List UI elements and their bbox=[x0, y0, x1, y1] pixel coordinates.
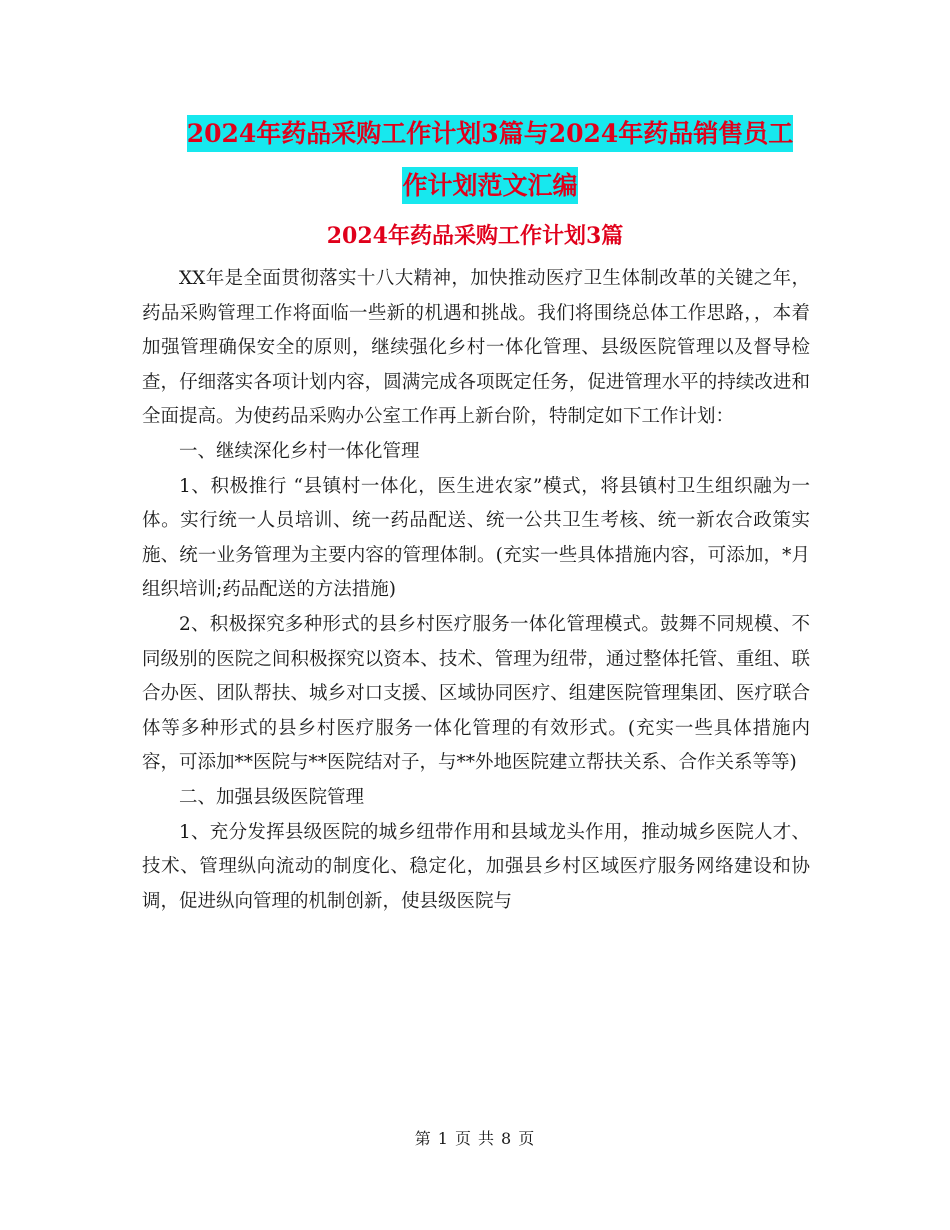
document-title-line2: 作计划范文汇编 bbox=[402, 167, 577, 204]
page-footer bbox=[0, 1126, 950, 1149]
paragraph-item-1-1: 1、积极推行 “县镇村一体化，医生进农家”模式，将县镇村卫生组织融为一体。实行统一人员培训、统一药品配送、统一公共卫生考核、统一新农合政策实施、统一业务管理为主要内容的管理体制。(充实一些具体措施内容，可添加，*月组织培训;药品配送的方法措施) bbox=[142, 475, 810, 601]
footer-middle: 页 共 bbox=[454, 1129, 496, 1148]
paragraph-intro: XX年是全面贯彻落实十八大精神，加快推动医疗卫生体制改革的关键之年，药品采购管理工作将面临一些新的机遇和挑战。我们将围绕总体工作思路，，本着加强管理确保安全的原则，继续强化乡村一体化管理、县级医院管理以及督导检查，仔细落实各项计划内容，圆满完成各项既定任务，促进管理水平的持续改进和全面提高。为使药品采购办公室工作再上新台阶，特制定如下工作计划： bbox=[142, 268, 810, 428]
heading-part-2: 二、加强县级医院管理 bbox=[179, 786, 365, 808]
document-title bbox=[140, 108, 840, 212]
footer-page-number: 1 bbox=[437, 1129, 449, 1148]
heading-part-1: 一、继续深化乡村一体化管理 bbox=[179, 440, 420, 462]
footer-total-pages: 8 bbox=[501, 1129, 513, 1148]
document-body bbox=[142, 262, 810, 919]
footer-suffix: 页 bbox=[518, 1129, 536, 1148]
paragraph-item-1-2: 2、积极探究多种形式的县乡村医疗服务一体化管理模式。鼓舞不同规模、不同级别的医院之间积极探究以资本、技术、管理为纽带，通过整体托管、重组、联合办医、团队帮扶、城乡对口支援、区域协同医疗、组建医院管理集团、医疗联合体等多种形式的县乡村医疗服务一体化管理的有效形式。(充实一些具体措施内容，可添加**医院与**医院结对子，与**外地医院建立帮扶关系、合作关系等等) bbox=[142, 613, 810, 774]
footer-prefix: 第 bbox=[414, 1129, 432, 1148]
section-title: 2024年药品采购工作计划3篇 bbox=[326, 223, 624, 249]
paragraph-item-2-1: 1、充分发挥县级医院的城乡纽带作用和县域龙头作用，推动城乡医院人才、技术、管理纵向流动的制度化、稳定化，加强县乡村区域医疗服务网络建设和协调，促进纵向管理的机制创新，使县级医院与 bbox=[142, 821, 810, 912]
document-title-line1: 2024年药品采购工作计划3篇与2024年药品销售员工 bbox=[187, 115, 794, 152]
